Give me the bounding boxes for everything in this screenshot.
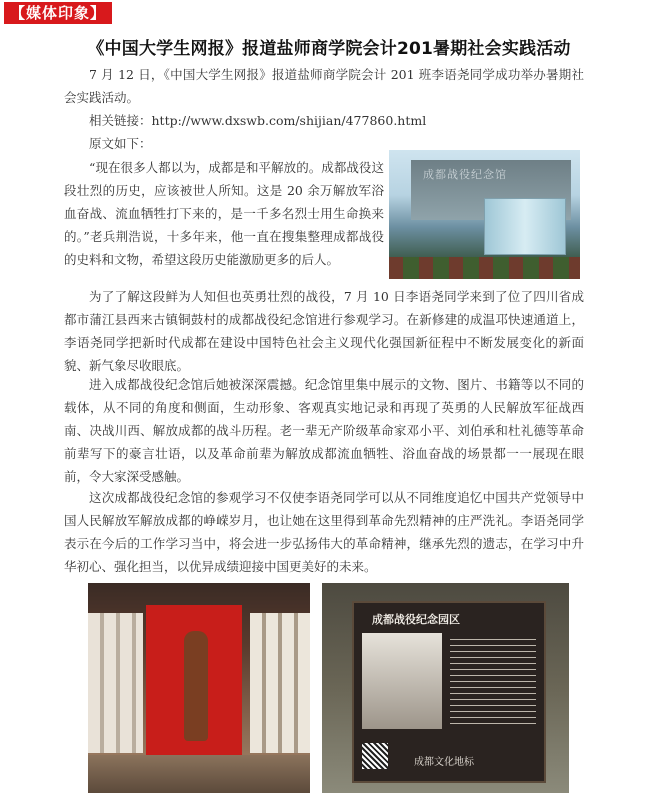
sign-board-footer: 成都文化地标: [414, 757, 474, 768]
sign-board-text-lines: [450, 639, 536, 729]
sign-board: [352, 601, 546, 783]
memorial-sign-photo: [322, 583, 569, 793]
memorial-hall-photo: [389, 150, 580, 279]
article-title: 《中国大学生网报》报道盐师商学院会计201暑期社会实践活动: [87, 39, 571, 59]
paragraph-visit: 为了了解这段鲜为人知但也英勇壮烈的战役，7 月 10 日李语尧同学来到了位了四川省成都市蒲江县西来古镇铜鼓村的成都战役纪念馆进行参观学习。在新修建的成温邛快速通道上，李语尧同学把新时代成都在建设中国特色社会主义现代化强国新征程中不断发展变化的新面貌、新气象尽收眼底。: [64, 289, 584, 373]
glass-entrance: [484, 198, 566, 255]
exhibit-wall-right: [250, 613, 310, 753]
museum-interior-photo: [88, 583, 310, 793]
flower-pots: [389, 257, 580, 279]
paragraph-intro: 7 月 12 日，《中国大学生网报》报道盐师商学院会计 201 班李语尧同学成功举办暑期社会实践活动。: [64, 67, 584, 105]
sign-board-title: 成都战役纪念园区: [372, 613, 460, 626]
hall-sign-text: 成都战役纪念馆: [423, 168, 507, 181]
quote-paragraph: “现在很多人都以为，成都是和平解放的。成都战役这段壮烈的历史，应该被世人所知。这是 20 余万解放军浴血奋战、流血牺牲打下来的，是一千多名烈士用生命换来的。”老兵荆浩说，十多年来，他一直在搜集整理成都战役的史料和文物，希望这段历史能激励更多的后人。: [64, 160, 384, 267]
qr-code-icon: [362, 743, 388, 769]
sign-board-image: [362, 633, 442, 729]
media-impression-tag: 【媒体印象】: [4, 2, 112, 24]
original-text-label: 原文如下：: [89, 136, 152, 151]
statue: [184, 631, 208, 741]
floor: [88, 755, 310, 793]
paragraph-exhibition: 进入成都战役纪念馆后她被深深震撼。纪念馆里集中展示的文物、图片、书籍等以不同的载体，从不同的角度和侧面，生动形象、客观真实地记录和再现了英勇的人民解放军征战西南、决战川西、解放成都的战斗历程。老一辈无产阶级革命家邓小平、刘伯承和杜礼德等革命前辈写下的豪言壮语，以及革命前辈为解放成都流血牺牲、浴血奋战的场景都一一展现在眼前，令大家深受感触。: [64, 377, 584, 484]
related-link[interactable]: 相关链接：http://www.dxswb.com/shijian/477860.html: [89, 113, 427, 128]
exhibit-wall-left: [88, 613, 143, 753]
paragraph-conclusion: 这次成都战役纪念馆的参观学习不仅使李语尧同学可以从不同维度追忆中国共产党领导中国人民解放军解放成都的峥嵘岁月，也让她在这里得到革命先烈精神的庄严洗礼。李语尧同学表示在今后的工作学习当中，将会进一步弘扬伟大的革命精神，继承先烈的遗志，在学习中升华初心、强化担当，以优异成绩迎接中国更美好的未来。: [64, 490, 584, 574]
